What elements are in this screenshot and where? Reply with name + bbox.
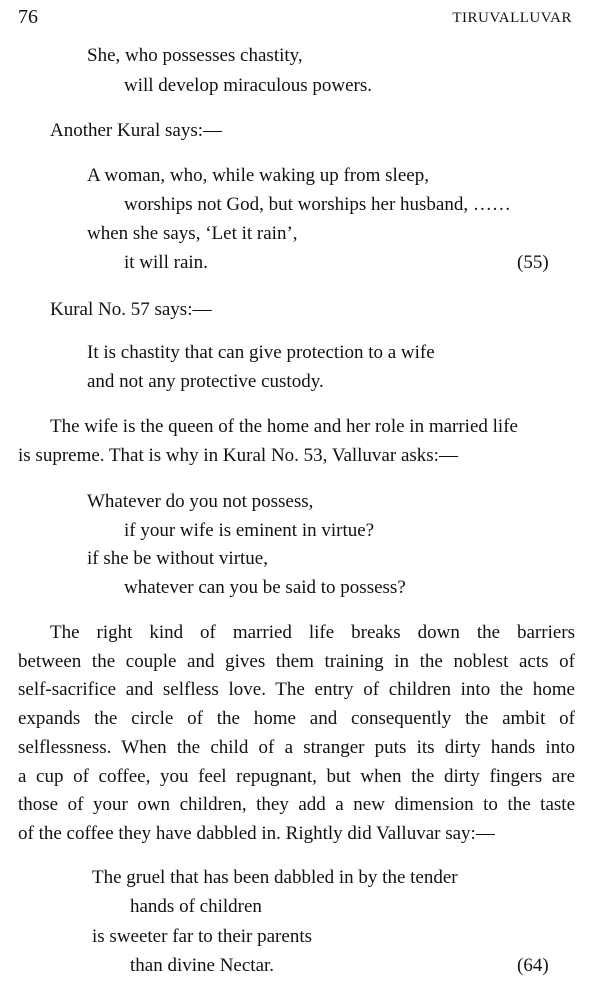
- verse-line: if she be without virtue,: [87, 548, 268, 569]
- verse-line: A woman, who, while waking up from sleep,: [87, 165, 429, 186]
- verse-line: when she says, ‘Let it rain’,: [87, 223, 298, 244]
- verse-line: it will rain.: [124, 252, 208, 273]
- paragraph-line: self-sacrifice and selfless love. The entry of children into the home: [18, 679, 575, 700]
- paragraph-line: between the couple and gives them training in the noblest acts of: [18, 651, 575, 672]
- verse-line: if your wife is eminent in virtue?: [124, 520, 375, 541]
- paragraph-line: a cup of coffee, you feel repugnant, but when the dirty fingers are: [18, 766, 575, 787]
- verse-line: worships not God, but worships her husband, ……: [124, 194, 511, 215]
- paragraph-line: those of your own children, they add a new dimension to the taste: [18, 794, 575, 815]
- verse-line: and not any protective custody.: [87, 371, 324, 392]
- verse-line: is sweeter far to their parents: [92, 926, 312, 947]
- verse-line: will develop miraculous powers.: [124, 75, 373, 96]
- kural-reference: (55): [517, 252, 549, 273]
- paragraph-line: The right kind of married life breaks down the barriers: [50, 622, 575, 643]
- page-number: 76: [18, 6, 38, 28]
- verse-line: hands of children: [130, 896, 262, 917]
- kural-reference: (64): [517, 955, 549, 976]
- intro-line: Kural No. 57 says:—: [50, 299, 212, 320]
- verse-line: It is chastity that can give protection to a wife: [87, 342, 435, 363]
- intro-line: Another Kural says:—: [50, 120, 223, 141]
- paragraph-line: is supreme. That is why in Kural No. 53, Valluvar asks:—: [18, 445, 458, 466]
- paragraph-line: selflessness. When the child of a stranger puts its dirty hands into: [18, 737, 575, 758]
- running-title: TIRUVALLUVAR: [452, 10, 572, 26]
- paragraph-line: The wife is the queen of the home and her role in married life: [50, 416, 518, 437]
- verse-line: Whatever do you not possess,: [87, 491, 314, 512]
- verse-line: She, who possesses chastity,: [87, 45, 303, 66]
- verse-line: The gruel that has been dabbled in by the tender: [92, 867, 458, 888]
- verse-line: whatever can you be said to possess?: [124, 577, 406, 598]
- verse-line: than divine Nectar.: [130, 955, 275, 976]
- paragraph-line: of the coffee they have dabbled in. Rightly did Valluvar say:—: [18, 823, 495, 844]
- paragraph-line: expands the circle of the home and consequently the ambit of: [18, 708, 575, 729]
